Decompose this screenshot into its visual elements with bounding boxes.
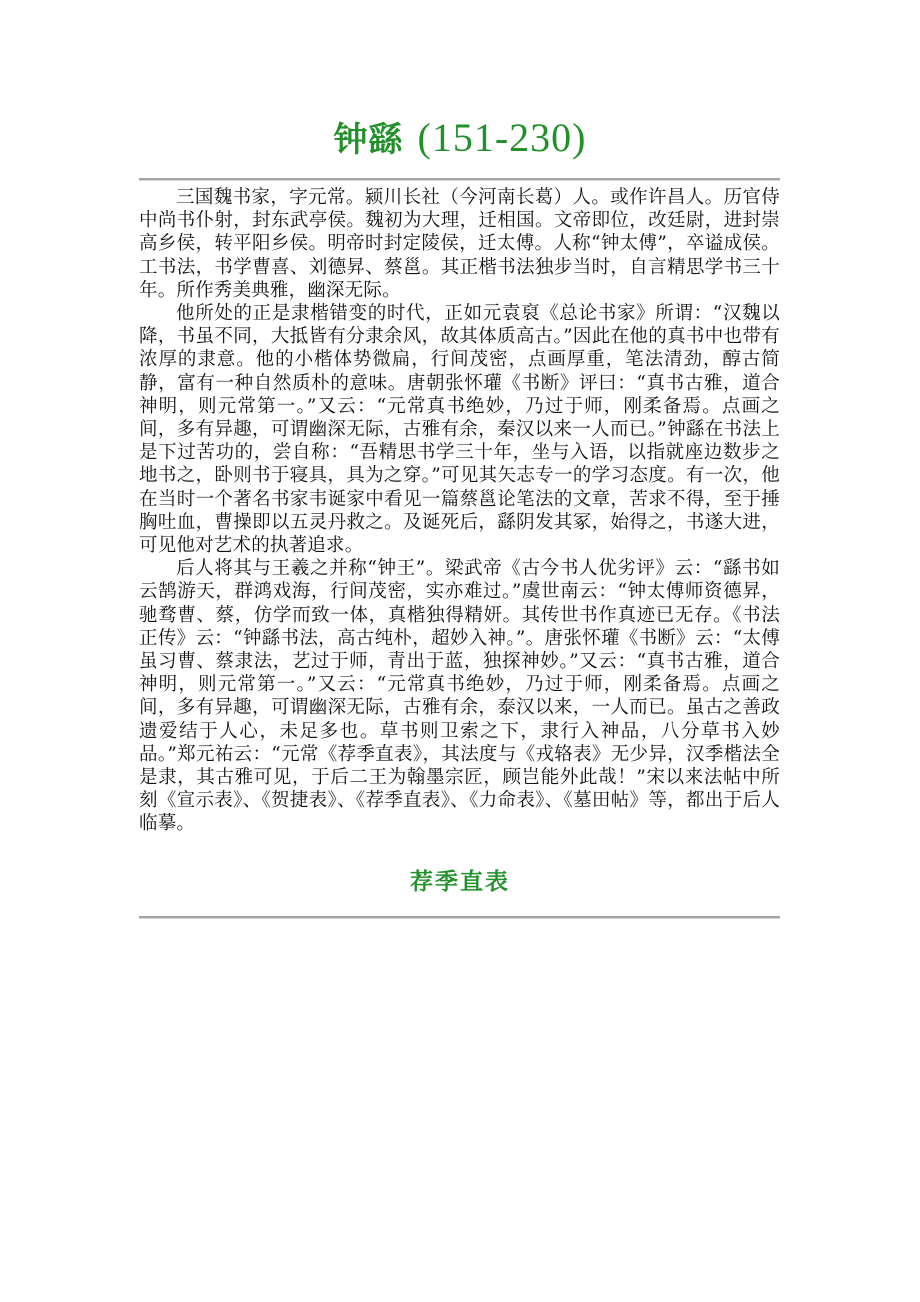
- life-years: (151-230): [417, 115, 587, 160]
- calligrapher-name: 钟繇: [333, 120, 404, 160]
- paragraph-intro: 三国魏书家，字元常。颍川长社（今河南长葛）人。或作许昌人。历官侍中尚书仆射，封东武亭侯。魏初为大理，迁相国。文帝即位，改廷尉，进封崇高乡侯，转平阳乡侯。明帝时封定陵侯，迁太傅。人称“钟太傅”，卒谥成侯。工书法，书学曹喜、刘德昇、蔡邕。其正楷书法独步当时，自言精思学书三十年。所作秀美典雅，幽深无际。: [139, 187, 780, 301]
- paragraph-style: 他所处的正是隶楷错变的时代，正如元袁裒《总论书家》所谓：“汉魏以降，书虽不同，大抵皆有分隶余风，故其体质高古。”因此在他的真书中也带有浓厚的隶意。他的小楷体势微扁，行间茂密，点画厚重，笔法清劲，醇古简静，富有一种自然质朴的意味。唐朝张怀瓘《书断》评曰：“真书古雅，道合神明，则元常第一。”又云：“元常真书绝妙，乃过于师，刚柔备焉。点画之间，多有异趣，可谓幽深无际，古雅有余，秦汉以来一人而已。”钟繇在书法上是下过苦功的，尝自称：“吾精思书学三十年，坐与入语，以指就座边数步之地书之，卧则书于寝具，具为之穿。”可见其矢志专一的学习态度。有一次，他在当时一个著名书家韦诞家中看见一篇蔡邕论笔法的文章，苦求不得，至于捶胸吐血，曹操即以五灵丹救之。及诞死后，繇阴发其冢，始得之，书遂大进，可见他对艺术的执著追求。: [139, 303, 780, 557]
- biography-article: [139, 186, 780, 836]
- top-divider: [139, 178, 780, 181]
- page-title: [0, 112, 920, 166]
- work-caption: 荐季直表: [410, 869, 510, 895]
- paragraph-legacy: 后人将其与王羲之并称“钟王”。梁武帝《古今书人优劣评》云：“繇书如云鹄游天，群鸿戏海，行间茂密，实亦难过。”虞世南云：“钟太傅师资德昇，驰骛曹、蔡，仿学而致一体，真楷独得精妍。其传世书作真迹已无存。《书法正传》云：“钟繇书法，高古纯朴，超妙入神。”。唐张怀瓘《书断》云：“太傅虽习曹、蔡隶法，艺过于师，青出于蓝，独探神妙。”又云：“真书古雅，道合神明，则元常第一。”又云：“元常真书绝妙，乃过于师，刚柔备焉。点画之间，多有异趣，可谓幽深无际，古雅有余，泰汉以来，一人而已。虽古之善政遗爱结于人心，未足多也。草书则卫索之下，隶行入神品，八分草书入妙品。”郑元祐云：“元常《荐季直表》，其法度与《戎辂表》无少异，汉季楷法全是隶，其古雅可见，于后二王为翰墨宗匠，顾岂能外此哉！”宋以来法帖中所刻《宣示表》、《贺捷表》、《荐季直表》、《力命表》、《墓田帖》等，都出于后人临摹。: [139, 558, 780, 835]
- bottom-divider: [139, 916, 780, 919]
